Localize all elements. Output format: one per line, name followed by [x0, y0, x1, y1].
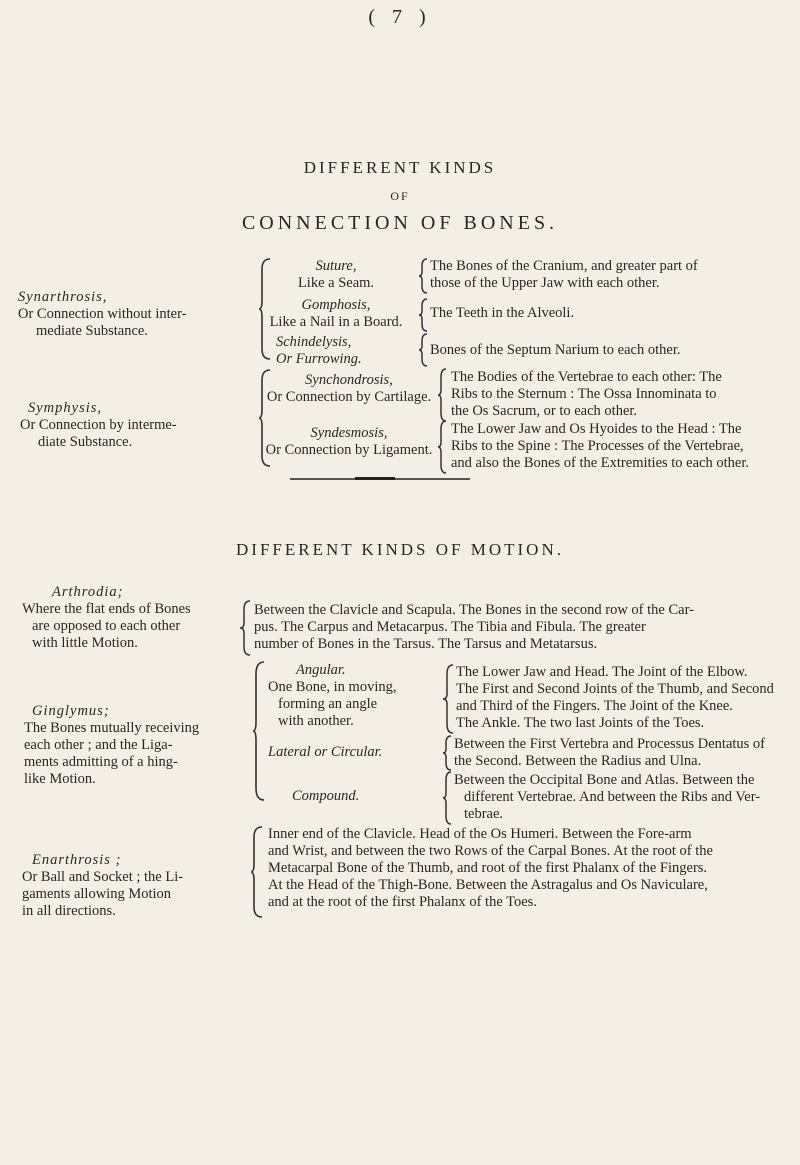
suture-block: [266, 258, 406, 292]
enarthrosis-desc-3: in all directions.: [22, 903, 116, 919]
brace-lateral: [442, 735, 452, 771]
compound-name: Compound.: [292, 788, 360, 804]
brace-syndesmosis: [437, 420, 447, 474]
brace-gomphosis: [418, 298, 428, 332]
syndesmosis-example-2: Ribs to the Spine : The Processes of the Vertebrae,: [451, 438, 744, 454]
syndesmosis-name: Syndesmosis,: [310, 425, 388, 441]
synarthrosis-block: [18, 289, 263, 340]
lateral-name: Lateral or Circular.: [268, 744, 383, 760]
suture-name: Suture,: [315, 258, 357, 274]
arthrodia-block: [22, 584, 252, 652]
ginglymus-name: Ginglymus;: [32, 703, 110, 719]
compound-example-2: different Vertebrae. And between the Ribs and Ver-: [464, 789, 761, 805]
synarthrosis-desc-1: Or Connection without inter-: [18, 306, 187, 322]
section-title-connection-2: CONNECTION OF BONES.: [241, 212, 559, 234]
angular-desc-3: with another.: [278, 713, 354, 729]
brace-suture: [418, 258, 428, 294]
ginglymus-desc-4: like Motion.: [24, 771, 96, 787]
ginglymus-desc-3: ments admitting of a hing-: [24, 754, 178, 770]
syndesmosis-alt: Or Connection by Ligament.: [265, 442, 433, 458]
section-title-motion: DIFFERENT KINDS OF MOTION.: [236, 540, 564, 559]
symphysis-desc-1: Or Connection by interme-: [20, 417, 177, 433]
gomphosis-block: [262, 297, 410, 331]
lateral-example-1: Between the First Vertebra and Processus Dentatus of: [454, 736, 766, 752]
symphysis-name: Symphysis,: [28, 400, 103, 416]
arthrodia-example-1: Between the Clavicle and Scapula. The Bones in the second row of the Car-: [254, 602, 694, 618]
suture-example-2: those of the Upper Jaw with each other.: [430, 275, 660, 291]
compound-example: [454, 772, 794, 823]
brace-synchondrosis: [437, 368, 447, 422]
page-number: ( 7 ): [368, 6, 432, 28]
gomphosis-example: The Teeth in the Alveoli.: [430, 305, 575, 321]
gomphosis-alt: Like a Nail in a Board.: [269, 314, 403, 330]
enarthrosis-name: Enarthrosis ;: [32, 852, 122, 868]
section-title-connection-1: DIFFERENT KINDS: [303, 158, 497, 177]
arthrodia-desc-3: with little Motion.: [32, 635, 138, 651]
arthrodia-example-2: pus. The Carpus and Metacarpus. The Tibia and Fibula. The greater: [254, 619, 646, 635]
suture-alt: Like a Seam.: [297, 275, 375, 291]
syndesmosis-block: [264, 425, 434, 459]
synchondrosis-block: [264, 372, 434, 406]
symphysis-block: [28, 400, 268, 417]
lateral-example-2: the Second. Between the Radius and Ulna.: [454, 753, 702, 769]
syndesmosis-example-3: and also the Bones of the Extremities to each other.: [451, 455, 749, 471]
suture-example-1: The Bones of the Cranium, and greater part of: [430, 258, 698, 274]
synchondrosis-name: Synchondrosis,: [305, 372, 393, 388]
enarthrosis-desc-2: gaments allowing Motion: [22, 886, 172, 902]
arthrodia-example-3: number of Bones in the Tarsus. The Tarsus and Metatarsus.: [254, 636, 598, 652]
angular-block: [268, 662, 438, 730]
enarthrosis-example: [268, 826, 793, 911]
brace-schindelysis: [418, 333, 428, 367]
compound-example-3: tebrae.: [464, 806, 504, 822]
enarthrosis-desc-1: Or Ball and Socket ; the Li-: [22, 869, 184, 885]
synchondrosis-example-1: The Bodies of the Vertebrae to each other: The: [451, 369, 722, 385]
syndesmosis-example-1: The Lower Jaw and Os Hyoides to the Head : The: [451, 421, 742, 437]
arthrodia-example: [254, 602, 784, 653]
schindelysis-block: [276, 334, 416, 368]
enarthrosis-example-1: Inner end of the Clavicle. Head of the Os Humeri. Between the Fore-arm: [268, 826, 692, 842]
suture-example: [430, 258, 790, 292]
lateral-example: [454, 736, 794, 770]
brace-arthrodia: [239, 600, 251, 656]
ginglymus-desc-1: The Bones mutually receiving: [24, 720, 200, 736]
gomphosis-name: Gomphosis,: [301, 297, 371, 313]
syndesmosis-example: [451, 421, 791, 472]
brace-ginglymus: [252, 660, 266, 802]
schindelysis-name: Schindelysis,: [276, 334, 352, 350]
enarthrosis-example-5: and at the root of the first Phalanx of the Toes.: [268, 894, 537, 910]
synarthrosis-desc-2: mediate Substance.: [36, 323, 148, 339]
schindelysis-alt: Or Furrowing.: [276, 351, 362, 367]
schindelysis-example: Bones of the Septum Narium to each other.: [430, 342, 681, 358]
symphysis-desc: [20, 417, 265, 451]
section-title-of: OF: [390, 189, 410, 203]
compound-example-1: Between the Occipital Bone and Atlas. Between the: [454, 772, 755, 788]
section-divider-ornament: [355, 477, 395, 480]
angular-example-1: The Lower Jaw and Head. The Joint of the Elbow.: [456, 664, 748, 680]
enarthrosis-example-4: At the Head of the Thigh-Bone. Between the Astragalus and Os Naviculare,: [268, 877, 708, 893]
enarthrosis-example-2: and Wrist, and between the two Rows of the Carpal Bones. At the root of the: [268, 843, 713, 859]
brace-angular: [442, 664, 454, 734]
symphysis-desc-2: diate Substance.: [38, 434, 133, 450]
synchondrosis-alt: Or Connection by Cartilage.: [266, 389, 432, 405]
synchondrosis-example-2: Ribs to the Sternum : The Ossa Innominata to: [451, 386, 717, 402]
angular-example-3: and Third of the Fingers. The Joint of the Knee.: [456, 698, 733, 714]
angular-example-4: The Ankle. The two last Joints of the Toes.: [456, 715, 705, 731]
angular-desc-1: One Bone, in moving,: [268, 679, 397, 695]
ginglymus-desc-2: each other ; and the Liga-: [24, 737, 173, 753]
angular-example-2: The First and Second Joints of the Thumb, and Second: [456, 681, 774, 697]
arthrodia-desc-1: Where the flat ends of Bones: [22, 601, 191, 617]
synarthrosis-name: Synarthrosis,: [18, 289, 108, 305]
ginglymus-block: [24, 703, 249, 788]
arthrodia-name: Arthrodia;: [52, 584, 124, 600]
angular-example: [456, 664, 791, 732]
brace-compound: [442, 771, 452, 825]
synchondrosis-example-3: the Os Sacrum, or to each other.: [451, 403, 638, 419]
angular-name: Angular.: [296, 662, 346, 678]
synchondrosis-example: [451, 369, 791, 420]
angular-desc-2: forming an angle: [278, 696, 378, 712]
enarthrosis-block: [22, 852, 254, 920]
brace-enarthrosis: [250, 825, 264, 919]
arthrodia-desc-2: are opposed to each other: [32, 618, 181, 634]
enarthrosis-example-3: Metacarpal Bone of the Thumb, and root of the first Phalanx of the Fingers.: [268, 860, 708, 876]
